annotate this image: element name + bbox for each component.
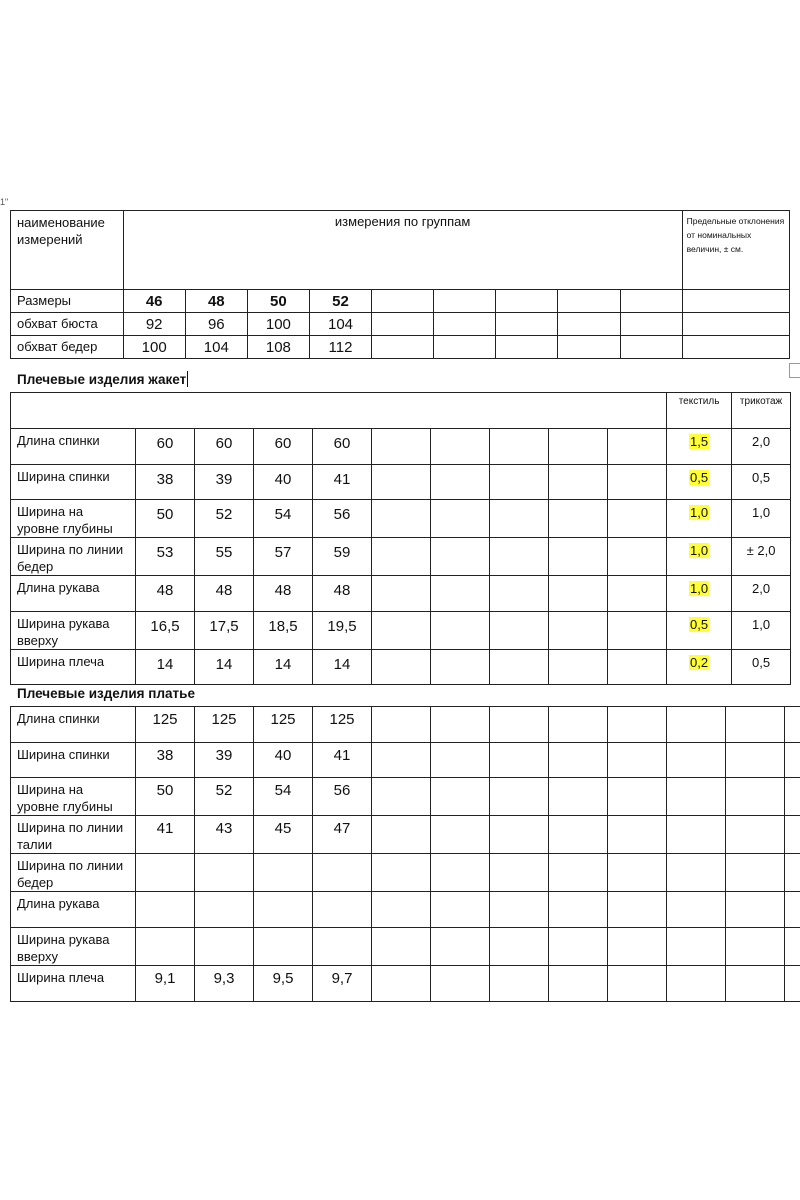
empty-cell xyxy=(667,928,726,966)
empty-cell xyxy=(372,538,431,576)
empty-cell xyxy=(431,500,490,538)
textile-tolerance-value: 1,0 xyxy=(690,505,709,520)
size-value: 52 xyxy=(195,778,254,816)
empty-cell xyxy=(372,707,431,743)
empty-cell xyxy=(667,778,726,816)
empty-cell xyxy=(372,313,434,336)
empty-cell xyxy=(431,778,490,816)
empty-cell xyxy=(608,816,667,854)
size-value: 18,5 xyxy=(254,611,313,649)
table-row xyxy=(11,707,800,743)
empty-cell xyxy=(434,336,496,359)
empty-cell xyxy=(608,538,667,576)
size-value: 92 xyxy=(123,313,185,336)
empty-cell xyxy=(682,336,789,359)
textile-tolerance xyxy=(667,611,732,649)
size-value: 19,5 xyxy=(313,611,372,649)
textile-tolerance xyxy=(667,429,732,465)
size-value: 52 xyxy=(309,290,371,313)
empty-cell xyxy=(620,313,682,336)
size-value: 45 xyxy=(254,816,313,854)
size-value: 60 xyxy=(254,429,313,465)
empty-cell xyxy=(496,336,558,359)
empty-cell xyxy=(490,538,549,576)
textile-tolerance-value: 0,2 xyxy=(690,654,709,670)
empty-cell xyxy=(490,816,549,854)
empty-cell xyxy=(549,429,608,465)
size-value xyxy=(136,892,195,928)
row-label: Ширина по линии талии xyxy=(11,816,136,854)
empty-cell xyxy=(372,854,431,892)
empty-cell xyxy=(558,336,620,359)
empty-cell xyxy=(726,742,785,778)
size-value: 125 xyxy=(313,707,372,743)
empty-cell xyxy=(726,816,785,854)
dress-table xyxy=(10,706,800,1002)
empty-cell xyxy=(785,707,800,743)
empty-cell xyxy=(431,816,490,854)
empty-cell xyxy=(431,538,490,576)
row-label: Ширина рукава вверху xyxy=(11,928,136,966)
empty-cell xyxy=(608,892,667,928)
empty-cell xyxy=(549,707,608,743)
size-value: 41 xyxy=(313,464,372,500)
size-value: 56 xyxy=(313,778,372,816)
header-groups-label: измерения по группам xyxy=(334,214,471,229)
empty-cell xyxy=(667,707,726,743)
table-row xyxy=(11,313,790,336)
empty-cell xyxy=(490,429,549,465)
empty-cell xyxy=(372,290,434,313)
empty-cell xyxy=(785,854,800,892)
row-label: Размеры xyxy=(11,290,124,313)
size-value: 50 xyxy=(247,290,309,313)
empty-cell xyxy=(667,966,726,1002)
size-value: 100 xyxy=(247,313,309,336)
size-value: 14 xyxy=(313,649,372,685)
row-label: Длина рукава xyxy=(11,576,136,612)
row-label: обхват бедер xyxy=(11,336,124,359)
size-value: 9,3 xyxy=(195,966,254,1002)
empty-cell xyxy=(372,611,431,649)
empty-cell xyxy=(549,611,608,649)
empty-cell xyxy=(549,464,608,500)
empty-cell xyxy=(549,576,608,612)
table-row xyxy=(11,816,800,854)
empty-cell xyxy=(608,928,667,966)
size-value: 43 xyxy=(195,816,254,854)
row-label: Длина спинки xyxy=(11,707,136,743)
jacket-title-text: Плечевые изделия жакет xyxy=(17,372,187,387)
empty-cell xyxy=(431,429,490,465)
size-value xyxy=(195,928,254,966)
empty-cell xyxy=(608,742,667,778)
size-value: 96 xyxy=(185,313,247,336)
empty-cell xyxy=(372,336,434,359)
empty-cell xyxy=(785,892,800,928)
size-value: 54 xyxy=(254,778,313,816)
size-value xyxy=(136,854,195,892)
empty-cell xyxy=(372,928,431,966)
empty-cell xyxy=(620,290,682,313)
empty-cell xyxy=(496,313,558,336)
size-value: 52 xyxy=(195,500,254,538)
size-value xyxy=(254,928,313,966)
size-value: 60 xyxy=(313,429,372,465)
size-value: 56 xyxy=(313,500,372,538)
size-value: 48 xyxy=(313,576,372,612)
empty-cell xyxy=(608,778,667,816)
empty-cell xyxy=(726,966,785,1002)
empty-cell xyxy=(667,854,726,892)
textile-tolerance xyxy=(667,464,732,500)
size-value: 39 xyxy=(195,464,254,500)
size-value: 47 xyxy=(313,816,372,854)
empty-cell xyxy=(667,742,726,778)
empty-cell xyxy=(558,290,620,313)
table-row xyxy=(11,538,791,576)
empty-cell xyxy=(490,576,549,612)
size-value: 125 xyxy=(195,707,254,743)
empty-cell xyxy=(549,854,608,892)
empty-cell xyxy=(490,778,549,816)
table-row xyxy=(11,892,800,928)
row-label: Ширина плеча xyxy=(11,649,136,685)
table-row xyxy=(11,429,791,465)
empty-cell xyxy=(372,500,431,538)
empty-cell xyxy=(372,464,431,500)
empty-cell xyxy=(549,500,608,538)
empty-cell xyxy=(785,928,800,966)
textile-tolerance-value: 1,5 xyxy=(690,434,709,449)
jacket-section-title xyxy=(17,371,188,387)
empty-cell xyxy=(785,742,800,778)
table-row xyxy=(11,500,791,538)
empty-cell xyxy=(431,576,490,612)
table-row xyxy=(11,336,790,359)
size-value: 48 xyxy=(254,576,313,612)
size-value: 55 xyxy=(195,538,254,576)
table-row xyxy=(11,611,791,649)
size-value: 54 xyxy=(254,500,313,538)
knit-tolerance: 0,5 xyxy=(732,464,791,500)
table-row xyxy=(11,290,790,313)
size-value xyxy=(195,854,254,892)
header-textile: текстиль xyxy=(667,393,732,429)
empty-cell xyxy=(490,966,549,1002)
empty-cell xyxy=(372,892,431,928)
table-row xyxy=(11,928,800,966)
empty-cell xyxy=(549,538,608,576)
empty-cell xyxy=(431,707,490,743)
jacket-header-blank xyxy=(11,393,667,429)
row-label: Длина спинки xyxy=(11,429,136,465)
table-row xyxy=(11,742,800,778)
empty-cell xyxy=(549,966,608,1002)
row-label: Ширина на уровне глубины xyxy=(11,778,136,816)
empty-cell xyxy=(490,854,549,892)
empty-cell xyxy=(490,611,549,649)
size-value: 39 xyxy=(195,742,254,778)
empty-cell xyxy=(490,742,549,778)
size-value: 9,5 xyxy=(254,966,313,1002)
size-value xyxy=(195,892,254,928)
empty-cell xyxy=(372,649,431,685)
table-row xyxy=(11,854,800,892)
empty-cell xyxy=(785,816,800,854)
knit-tolerance: 1,0 xyxy=(732,500,791,538)
empty-cell xyxy=(667,816,726,854)
empty-cell xyxy=(431,928,490,966)
size-value: 14 xyxy=(136,649,195,685)
empty-cell xyxy=(434,313,496,336)
size-value: 125 xyxy=(136,707,195,743)
empty-cell xyxy=(726,854,785,892)
empty-cell xyxy=(726,892,785,928)
knit-tolerance: 1,0 xyxy=(732,611,791,649)
empty-cell xyxy=(431,649,490,685)
textile-tolerance-value: 0,5 xyxy=(690,469,709,485)
empty-cell xyxy=(608,854,667,892)
size-value: 50 xyxy=(136,500,195,538)
empty-cell xyxy=(431,611,490,649)
empty-cell xyxy=(549,928,608,966)
empty-cell xyxy=(682,290,789,313)
table-row xyxy=(11,464,791,500)
empty-cell xyxy=(431,892,490,928)
size-value xyxy=(313,892,372,928)
empty-cell xyxy=(785,966,800,1002)
size-value: 40 xyxy=(254,464,313,500)
empty-cell xyxy=(608,707,667,743)
row-label: Ширина спинки xyxy=(11,464,136,500)
text-cursor xyxy=(187,371,188,387)
empty-cell xyxy=(490,649,549,685)
size-value: 17,5 xyxy=(195,611,254,649)
empty-cell xyxy=(667,892,726,928)
size-value: 48 xyxy=(185,290,247,313)
size-value xyxy=(136,928,195,966)
empty-cell xyxy=(431,742,490,778)
empty-cell xyxy=(490,500,549,538)
empty-cell xyxy=(608,500,667,538)
empty-cell xyxy=(682,313,789,336)
empty-cell xyxy=(726,928,785,966)
size-value xyxy=(313,928,372,966)
size-value xyxy=(254,854,313,892)
empty-cell xyxy=(372,778,431,816)
size-value: 38 xyxy=(136,464,195,500)
size-value: 108 xyxy=(247,336,309,359)
measurement-groups-table xyxy=(10,210,790,359)
empty-cell xyxy=(372,576,431,612)
knit-tolerance: ± 2,0 xyxy=(732,538,791,576)
row-label: Длина рукава xyxy=(11,892,136,928)
empty-cell xyxy=(549,649,608,685)
size-value: 16,5 xyxy=(136,611,195,649)
size-value: 125 xyxy=(254,707,313,743)
empty-cell xyxy=(608,611,667,649)
corner-mark: 1" xyxy=(0,197,9,207)
empty-cell xyxy=(608,464,667,500)
empty-cell xyxy=(549,892,608,928)
size-value: 46 xyxy=(123,290,185,313)
table-row xyxy=(11,649,791,685)
empty-cell xyxy=(372,966,431,1002)
empty-cell xyxy=(549,742,608,778)
row-label: Ширина по линии бедер xyxy=(11,854,136,892)
table-row xyxy=(11,576,791,612)
knit-tolerance: 2,0 xyxy=(732,576,791,612)
row-label: обхват бюста xyxy=(11,313,124,336)
size-value: 38 xyxy=(136,742,195,778)
table-row xyxy=(11,778,800,816)
textile-tolerance-value: 1,0 xyxy=(690,581,709,596)
size-value: 53 xyxy=(136,538,195,576)
textile-tolerance xyxy=(667,538,732,576)
empty-cell xyxy=(372,429,431,465)
size-value: 40 xyxy=(254,742,313,778)
size-value: 14 xyxy=(195,649,254,685)
row-label: Ширина плеча xyxy=(11,966,136,1002)
size-value xyxy=(254,892,313,928)
empty-cell xyxy=(785,778,800,816)
knit-tolerance: 2,0 xyxy=(732,429,791,465)
row-label: Ширина по линии бедер xyxy=(11,538,136,576)
empty-cell xyxy=(726,707,785,743)
textile-tolerance xyxy=(667,500,732,538)
empty-cell xyxy=(620,336,682,359)
empty-cell xyxy=(549,816,608,854)
size-value: 48 xyxy=(195,576,254,612)
size-value xyxy=(313,854,372,892)
size-value: 41 xyxy=(313,742,372,778)
empty-cell xyxy=(372,742,431,778)
empty-cell xyxy=(608,649,667,685)
empty-cell xyxy=(372,816,431,854)
empty-cell xyxy=(558,313,620,336)
size-value: 9,7 xyxy=(313,966,372,1002)
size-value: 104 xyxy=(185,336,247,359)
empty-cell xyxy=(431,966,490,1002)
textile-tolerance xyxy=(667,576,732,612)
empty-cell xyxy=(490,464,549,500)
empty-cell xyxy=(726,778,785,816)
size-value: 50 xyxy=(136,778,195,816)
empty-cell xyxy=(431,854,490,892)
anchor-box xyxy=(789,363,800,378)
empty-cell xyxy=(490,928,549,966)
size-value: 57 xyxy=(254,538,313,576)
header-groups xyxy=(123,211,682,290)
textile-tolerance-value: 1,0 xyxy=(690,543,709,558)
size-value: 41 xyxy=(136,816,195,854)
size-value: 48 xyxy=(136,576,195,612)
empty-cell xyxy=(608,576,667,612)
textile-tolerance-value: 0,5 xyxy=(690,616,709,632)
empty-cell xyxy=(608,429,667,465)
row-label: Ширина рукава вверху xyxy=(11,611,136,649)
textile-tolerance xyxy=(667,649,732,685)
size-value: 14 xyxy=(254,649,313,685)
header-knit: трикотаж xyxy=(732,393,791,429)
empty-cell xyxy=(434,290,496,313)
empty-cell xyxy=(496,290,558,313)
size-value: 59 xyxy=(313,538,372,576)
jacket-table xyxy=(10,392,791,685)
empty-cell xyxy=(608,966,667,1002)
empty-cell xyxy=(490,707,549,743)
size-value: 60 xyxy=(136,429,195,465)
size-value: 112 xyxy=(309,336,371,359)
header-measurement-name: наименование измерений xyxy=(11,211,124,290)
size-value: 104 xyxy=(309,313,371,336)
knit-tolerance: 0,5 xyxy=(732,649,791,685)
empty-cell xyxy=(431,464,490,500)
size-value: 60 xyxy=(195,429,254,465)
row-label: Ширина на уровне глубины xyxy=(11,500,136,538)
dress-section-title: Плечевые изделия платье xyxy=(17,686,195,701)
size-value: 100 xyxy=(123,336,185,359)
row-label: Ширина спинки xyxy=(11,742,136,778)
empty-cell xyxy=(549,778,608,816)
header-tolerance: Предельные отклонения от номинальных величин, ± см. xyxy=(682,211,789,290)
size-value: 9,1 xyxy=(136,966,195,1002)
table-row xyxy=(11,966,800,1002)
empty-cell xyxy=(490,892,549,928)
